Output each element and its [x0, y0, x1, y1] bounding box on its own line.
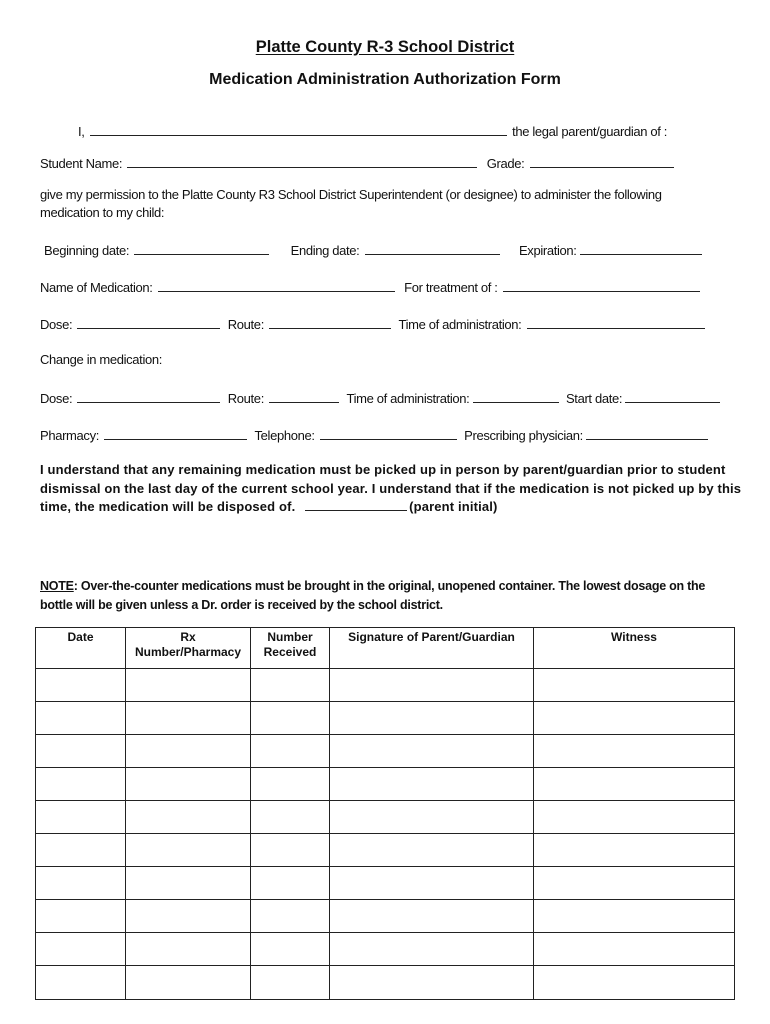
- signature-cell[interactable]: [330, 768, 534, 801]
- dose-label: Dose:: [40, 317, 73, 332]
- number-received-cell[interactable]: [251, 900, 330, 933]
- column-header-date: Date: [36, 628, 126, 669]
- signature-cell[interactable]: [330, 669, 534, 702]
- witness-cell[interactable]: [534, 669, 735, 702]
- medication-name-label: Name of Medication:: [40, 280, 153, 295]
- physician-field[interactable]: [586, 427, 708, 440]
- parent-initial-label: (parent initial): [409, 499, 498, 514]
- number-received-cell[interactable]: [251, 702, 330, 735]
- date-cell[interactable]: [36, 801, 126, 834]
- signature-cell[interactable]: [330, 933, 534, 966]
- otc-note: [40, 577, 740, 615]
- date-cell[interactable]: [36, 933, 126, 966]
- table-row: [36, 735, 735, 768]
- table-row: [36, 933, 735, 966]
- rx-cell[interactable]: [126, 867, 251, 900]
- witness-cell[interactable]: [534, 768, 735, 801]
- witness-cell[interactable]: [534, 801, 735, 834]
- student-name-field[interactable]: [127, 155, 477, 168]
- witness-cell[interactable]: [534, 702, 735, 735]
- dose-field[interactable]: [77, 316, 220, 329]
- table-row: [36, 801, 735, 834]
- physician-label: Prescribing physician:: [464, 428, 583, 443]
- grade-field[interactable]: [530, 155, 674, 168]
- witness-cell[interactable]: [534, 834, 735, 867]
- signature-cell[interactable]: [330, 834, 534, 867]
- change-dose-field[interactable]: [77, 390, 220, 403]
- ending-date-label: Ending date:: [290, 243, 360, 258]
- signature-cell[interactable]: [330, 801, 534, 834]
- number-received-cell[interactable]: [251, 966, 330, 1000]
- pharmacy-field[interactable]: [104, 427, 247, 440]
- change-route-field[interactable]: [269, 390, 339, 403]
- column-header-number-received: Number Received: [251, 628, 330, 669]
- medication-log-table: [35, 627, 735, 1000]
- note-text: : Over-the-counter medications must be brought in the original, unopened container. The lowest dosage on the bottle will be given unless a Dr. order is received by the school district.: [40, 579, 706, 612]
- date-cell[interactable]: [36, 735, 126, 768]
- start-date-label: Start date:: [565, 391, 623, 406]
- date-cell[interactable]: [36, 867, 126, 900]
- guardian-name-field[interactable]: [90, 123, 507, 136]
- permission-text: give my permission to the Platte County R3 School District Superintendent (or designee) to administer the following medication to my child:: [40, 187, 662, 220]
- table-row: [36, 669, 735, 702]
- rx-cell[interactable]: [126, 702, 251, 735]
- change-dose-line: [40, 390, 722, 406]
- table-row: [36, 867, 735, 900]
- date-cell[interactable]: [36, 966, 126, 1000]
- guardian-line: [78, 123, 667, 139]
- time-admin-label: Time of administration:: [398, 317, 522, 332]
- guardian-suffix: the legal parent/guardian of :: [512, 124, 668, 139]
- table-row: [36, 966, 735, 1000]
- expiration-label: Expiration:: [518, 243, 577, 258]
- column-header-signature: Signature of Parent/Guardian: [330, 628, 534, 669]
- table-body: [36, 669, 735, 1000]
- change-route-label: Route:: [227, 391, 264, 406]
- table-row: [36, 834, 735, 867]
- signature-cell[interactable]: [330, 735, 534, 768]
- rx-cell[interactable]: [126, 735, 251, 768]
- pharmacy-line: [40, 427, 710, 443]
- date-cell[interactable]: [36, 768, 126, 801]
- rx-cell[interactable]: [126, 768, 251, 801]
- number-received-cell[interactable]: [251, 768, 330, 801]
- column-header-rx: Rx Number/Pharmacy: [126, 628, 251, 669]
- route-field[interactable]: [269, 316, 391, 329]
- medication-line: [40, 279, 702, 295]
- beginning-date-label: Beginning date:: [44, 243, 130, 258]
- rx-cell[interactable]: [126, 900, 251, 933]
- number-received-cell[interactable]: [251, 669, 330, 702]
- rx-cell[interactable]: [126, 669, 251, 702]
- witness-cell[interactable]: [534, 735, 735, 768]
- table-row: [36, 702, 735, 735]
- treatment-label: For treatment of :: [404, 280, 498, 295]
- witness-cell[interactable]: [534, 933, 735, 966]
- treatment-field[interactable]: [503, 279, 700, 292]
- start-date-field[interactable]: [625, 390, 720, 403]
- table-row: [36, 900, 735, 933]
- witness-cell[interactable]: [534, 900, 735, 933]
- number-received-cell[interactable]: [251, 801, 330, 834]
- student-name-label: Student Name:: [40, 156, 123, 171]
- telephone-label: Telephone:: [254, 428, 315, 443]
- table-row: [36, 768, 735, 801]
- date-cell[interactable]: [36, 702, 126, 735]
- change-dose-label: Dose:: [40, 391, 73, 406]
- disposal-statement-text: I understand that any remaining medication must be picked up in person by parent/guardian prior to student dismissal on the last day of the current school year. I understand that if the medication is not picked up by this time, the medication will be disposed of.: [40, 462, 742, 514]
- number-received-cell[interactable]: [251, 834, 330, 867]
- change-time-label: Time of administration:: [346, 391, 470, 406]
- signature-cell[interactable]: [330, 900, 534, 933]
- date-cell[interactable]: [36, 669, 126, 702]
- witness-cell[interactable]: [534, 966, 735, 1000]
- date-cell[interactable]: [36, 900, 126, 933]
- time-admin-field[interactable]: [527, 316, 705, 329]
- signature-cell[interactable]: [330, 867, 534, 900]
- dose-line: [40, 316, 707, 332]
- page-title: Platte County R-3 School District: [255, 38, 515, 56]
- rx-cell[interactable]: [126, 834, 251, 867]
- change-label: Change in medication:: [40, 352, 163, 367]
- rx-cell[interactable]: [126, 933, 251, 966]
- form-subtitle: Medication Administration Authorization Form: [209, 71, 561, 88]
- number-received-cell[interactable]: [251, 933, 330, 966]
- guardian-prefix: I,: [78, 124, 85, 139]
- date-cell[interactable]: [36, 834, 126, 867]
- rx-cell[interactable]: [126, 801, 251, 834]
- grade-label: Grade:: [486, 156, 525, 171]
- rx-cell[interactable]: [126, 966, 251, 1000]
- table-header-row: [36, 628, 735, 669]
- column-header-witness: Witness: [534, 628, 735, 669]
- parent-initial-field[interactable]: [305, 498, 407, 511]
- ending-date-field[interactable]: [365, 242, 500, 255]
- note-label: NOTE: [40, 579, 74, 593]
- signature-cell[interactable]: [330, 702, 534, 735]
- medication-name-field[interactable]: [158, 279, 395, 292]
- telephone-field[interactable]: [320, 427, 457, 440]
- number-received-cell[interactable]: [251, 867, 330, 900]
- disposal-statement: [40, 461, 750, 517]
- signature-cell[interactable]: [330, 966, 534, 1000]
- dates-line: [44, 242, 704, 258]
- student-line: [40, 155, 676, 171]
- number-received-cell[interactable]: [251, 735, 330, 768]
- witness-cell[interactable]: [534, 867, 735, 900]
- beginning-date-field[interactable]: [134, 242, 269, 255]
- expiration-field[interactable]: [580, 242, 702, 255]
- route-label: Route:: [227, 317, 264, 332]
- change-time-field[interactable]: [473, 390, 559, 403]
- pharmacy-label: Pharmacy:: [40, 428, 99, 443]
